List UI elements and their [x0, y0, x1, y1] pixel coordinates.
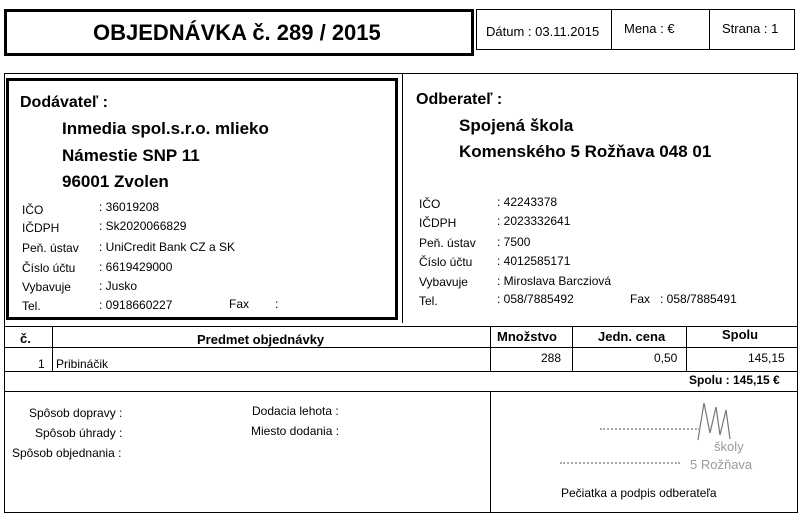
customer-account-value: : 4012585171 [497, 254, 571, 268]
customer-contact-label: Vybavuje [419, 275, 468, 289]
table-col-line-1 [52, 326, 53, 371]
col-header-quantity: Množstvo [497, 329, 557, 344]
customer-address: Komenského 5 Rožňava 048 01 [459, 142, 712, 161]
customer-fax-label: Fax [630, 292, 651, 306]
customer-name: Spojená škola [459, 116, 574, 135]
col-header-total: Spolu [722, 327, 759, 342]
customer-heading: Odberateľ : [416, 91, 503, 108]
signature-scribble [688, 395, 748, 445]
customer-fax-value: : 058/7885491 [660, 292, 737, 306]
customer-icdph-value: : 2023332641 [497, 214, 571, 228]
col-header-unit-price: Jedn. cena [598, 329, 666, 344]
supplier-fax-label: Fax [229, 297, 250, 311]
supplier-city: 96001 Zvolen [62, 172, 169, 191]
supplier-ico-label: IČO [22, 203, 44, 217]
customer-icdph-label: IČDPH [419, 216, 457, 230]
supplier-account-value: : 6619429000 [99, 260, 173, 274]
customer-contact-value: : Miroslava Barcziová [497, 274, 612, 288]
supplier-account-label: Číslo účtu [22, 261, 76, 275]
stamp-line-2: 5 Rožňava [690, 457, 753, 472]
supplier-icdph-value: : Sk2020066829 [99, 219, 187, 233]
customer-bank-label: Peň. ústav [419, 236, 476, 250]
row-1-total: 145,15 [748, 351, 785, 365]
col-header-item: Predmet objednávky [197, 332, 325, 347]
supplier-street: Námestie SNP 11 [62, 146, 200, 165]
supplier-bank-label: Peň. ústav [22, 241, 79, 255]
delivery-time-label: Dodacia lehota : [252, 404, 339, 418]
table-col-line-3 [572, 326, 573, 371]
supplier-fax-value: : [275, 297, 279, 311]
grand-total: Spolu : 145,15 € [689, 373, 780, 387]
supplier-contact-value: : Jusko [99, 279, 138, 293]
row-1-quantity: 288 [541, 351, 562, 365]
customer-bank-value: : 7500 [497, 235, 531, 249]
supplier-tel-label: Tel. [22, 299, 41, 313]
customer-account-label: Číslo účtu [419, 255, 473, 269]
ordering-method-label: Spôsob objednania : [12, 446, 122, 460]
currency: Mena : € [624, 21, 675, 36]
col-header-number: č. [20, 331, 31, 346]
customer-left-border [402, 73, 403, 323]
supplier-contact-label: Vybavuje [22, 280, 71, 294]
supplier-heading: Dodávateľ : [20, 94, 108, 111]
signature-caption: Pečiatka a podpis odberateľa [561, 486, 717, 500]
footer-separator [490, 391, 491, 513]
supplier-icdph-label: IČDPH [22, 221, 60, 235]
table-top-line [4, 326, 798, 327]
supplier-ico-value: : 36019208 [99, 200, 160, 214]
stamp-line-1: školy [714, 439, 744, 454]
customer-tel-label: Tel. [419, 294, 438, 308]
payment-method-label: Spôsob úhrady : [35, 426, 123, 440]
customer-ico-label: IČO [419, 197, 441, 211]
table-row-bottom-line [4, 371, 798, 372]
stamp-dots [600, 428, 700, 434]
customer-tel-value: : 058/7885492 [497, 292, 574, 306]
supplier-name: Inmedia spol.s.r.o. mlieko [62, 119, 269, 138]
supplier-bank-value: : UniCredit Bank CZ a SK [99, 240, 236, 254]
table-total-bottom-line [4, 391, 798, 392]
row-1-number: 1 [38, 357, 45, 371]
transport-method-label: Spôsob dopravy : [29, 406, 123, 420]
document-title: OBJEDNÁVKA č. 289 / 2015 [93, 20, 381, 45]
table-col-line-4 [686, 326, 687, 371]
row-1-item: Pribináčik [56, 357, 109, 371]
delivery-place-label: Miesto dodania : [251, 424, 340, 438]
page-number: Strana : 1 [722, 21, 779, 36]
stamp-dots-2 [560, 462, 680, 468]
supplier-tel-value: : 0918660227 [99, 298, 173, 312]
table-header-bottom-line [4, 347, 798, 348]
order-date: Dátum : 03.11.2015 [486, 24, 600, 39]
row-1-unit-price: 0,50 [654, 351, 678, 365]
table-col-line-2 [490, 326, 491, 371]
customer-ico-value: : 42243378 [497, 195, 558, 209]
